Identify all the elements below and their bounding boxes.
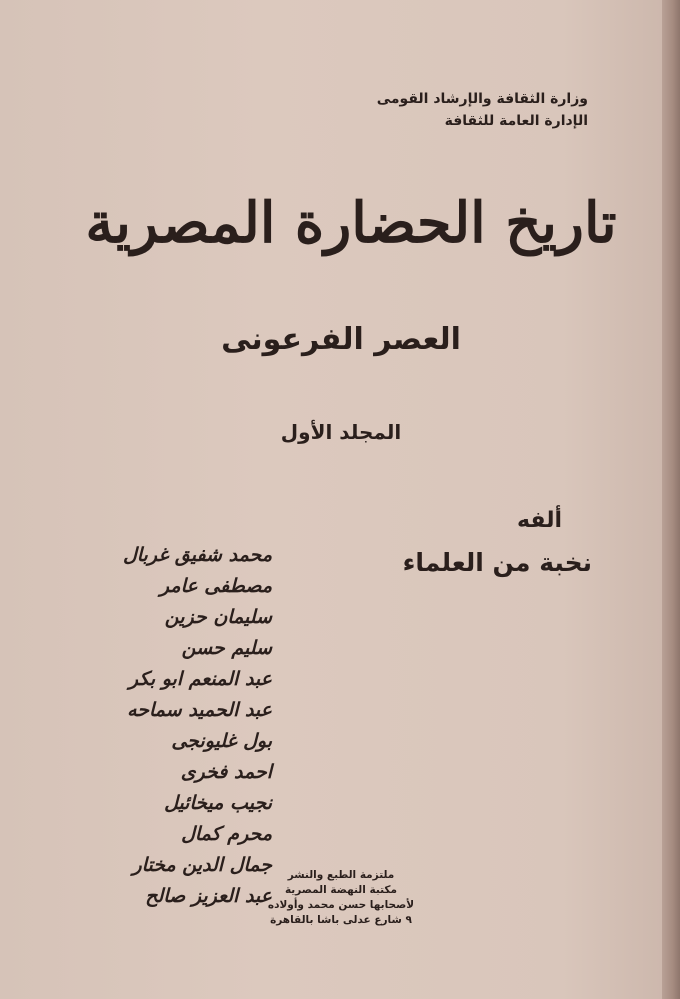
imprint-line: ملتزمة الطبع والنشر xyxy=(287,869,395,881)
imprint-line: لأصحابها حسن محمد وأولاده xyxy=(267,899,415,911)
author-name: عبد الحميد سماحه xyxy=(127,699,272,721)
publisher-imprint xyxy=(0,868,662,928)
author-name: بول غليونجى xyxy=(171,730,272,752)
author-name: محرم كمال xyxy=(181,823,272,845)
imprint-line: ٩ شارع عدلى باشا بالقاهرة xyxy=(270,914,412,926)
ministry-name: وزارة الثقافة والإرشاد القومى xyxy=(376,91,588,107)
author-name: جمال الدين مختار xyxy=(132,854,272,876)
book-title: تاريخ الحضارة المصرية xyxy=(85,190,617,256)
author-list xyxy=(123,540,272,912)
imprint-line: مكتبة النهضة المصرية xyxy=(284,884,398,896)
author-name: سليم حسن xyxy=(181,637,272,659)
author-name: مصطفى عامر xyxy=(159,575,272,597)
volume-label: المجلد الأول xyxy=(280,420,402,444)
author-name: نجيب ميخائيل xyxy=(164,792,272,814)
book-spine xyxy=(662,0,680,999)
authorship-label: ألفه xyxy=(517,508,562,533)
author-name: سليمان حزين xyxy=(164,606,272,628)
book-subtitle: العصر الفرعونى xyxy=(221,322,461,357)
author-name: عبد المنعم ابو بكر xyxy=(128,668,272,690)
author-name: محمد شفيق غربال xyxy=(122,544,272,566)
author-name: عبد العزيز صالح xyxy=(145,885,272,907)
author-name: احمد فخرى xyxy=(180,761,272,783)
publisher-header xyxy=(377,88,588,132)
department-name: الإدارة العامة للثقافة xyxy=(444,113,588,129)
authorship-value: نخبة من العلماء xyxy=(402,548,592,577)
